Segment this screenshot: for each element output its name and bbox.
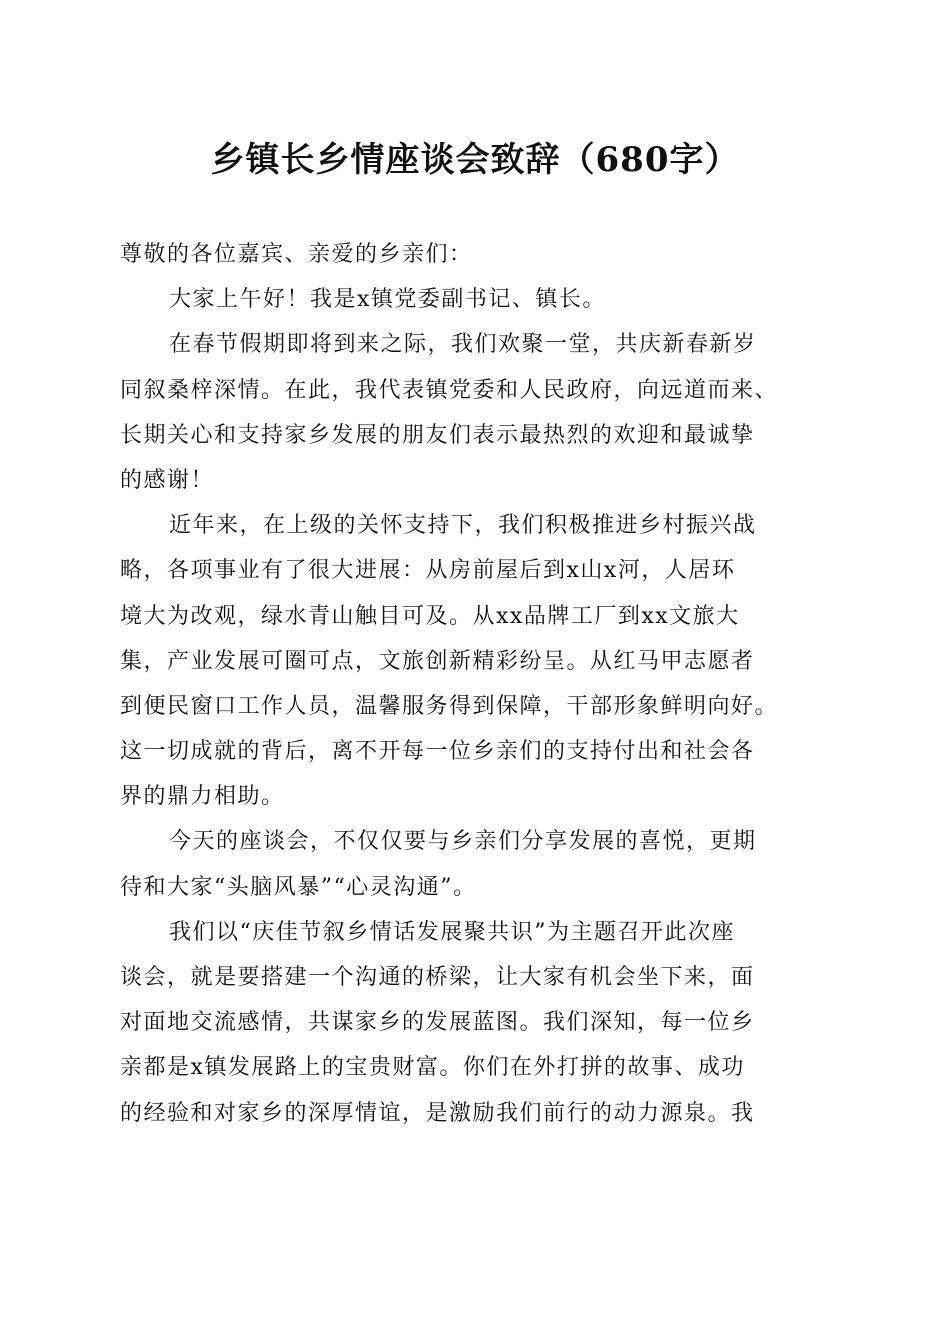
text-line: 在春节假期即将到来之际，我们欢聚一堂，共庆新春新岁 bbox=[169, 332, 757, 358]
text-line: 今天的座谈会，不仅仅要与乡亲们分享发展的喜悦，更期 bbox=[169, 829, 757, 855]
text-line: 境大为改观，绿水青山触目可及。从xx品牌工厂到xx文旅大 bbox=[120, 603, 740, 629]
text-line: 到便民窗口工作人员，温馨服务得到保障，干部形象鲜明向好。 bbox=[120, 693, 779, 719]
text-line-salutation: 尊敬的各位嘉宾、亲爱的乡亲们： bbox=[120, 242, 473, 267]
text-line: 待和大家“头脑风暴”“心灵沟通”。 bbox=[120, 874, 477, 900]
text-line: 集，产业发展可圈可点，文旅创新精彩纷呈。从红马甲志愿者 bbox=[120, 648, 755, 674]
text-line: 大家上午好！我是x镇党委副书记、镇长。 bbox=[169, 287, 606, 313]
document-body bbox=[120, 232, 826, 1136]
text-line: 近年来，在上级的关怀支持下，我们积极推进乡村振兴战 bbox=[169, 513, 757, 539]
document-title: 乡镇长乡情座谈会致辞（680字） bbox=[210, 140, 740, 180]
text-line: 亲都是x镇发展路上的宝贵财富。你们在外打拼的故事、成功 bbox=[120, 1055, 745, 1081]
text-line: 界的鼎力相助。 bbox=[120, 784, 285, 810]
text-line: 对面地交流感情，共谋家乡的发展蓝图。我们深知，每一位乡 bbox=[120, 1010, 755, 1036]
text-line: 长期关心和支持家乡发展的朋友们表示最热烈的欢迎和最诚挚 bbox=[120, 422, 755, 448]
text-line: 的感谢！ bbox=[120, 467, 215, 493]
text-line: 谈会，就是要搭建一个沟通的桥梁，让大家有机会坐下来，面 bbox=[120, 965, 755, 990]
text-line: 这一切成就的背后，离不开每一位乡亲们的支持付出和社会各 bbox=[120, 739, 755, 765]
text-line: 的经验和对家乡的深厚情谊，是激励我们前行的动力源泉。我 bbox=[120, 1100, 755, 1126]
text-line: 同叙桑梓深情。在此，我代表镇党委和人民政府，向远道而来、 bbox=[120, 377, 779, 403]
text-line: 略，各项事业有了很大进展：从房前屋后到x山x河，人居环 bbox=[120, 558, 736, 584]
text-line: 我们以“庆佳节叙乡情话发展聚共识”为主题召开此次座 bbox=[169, 919, 735, 945]
